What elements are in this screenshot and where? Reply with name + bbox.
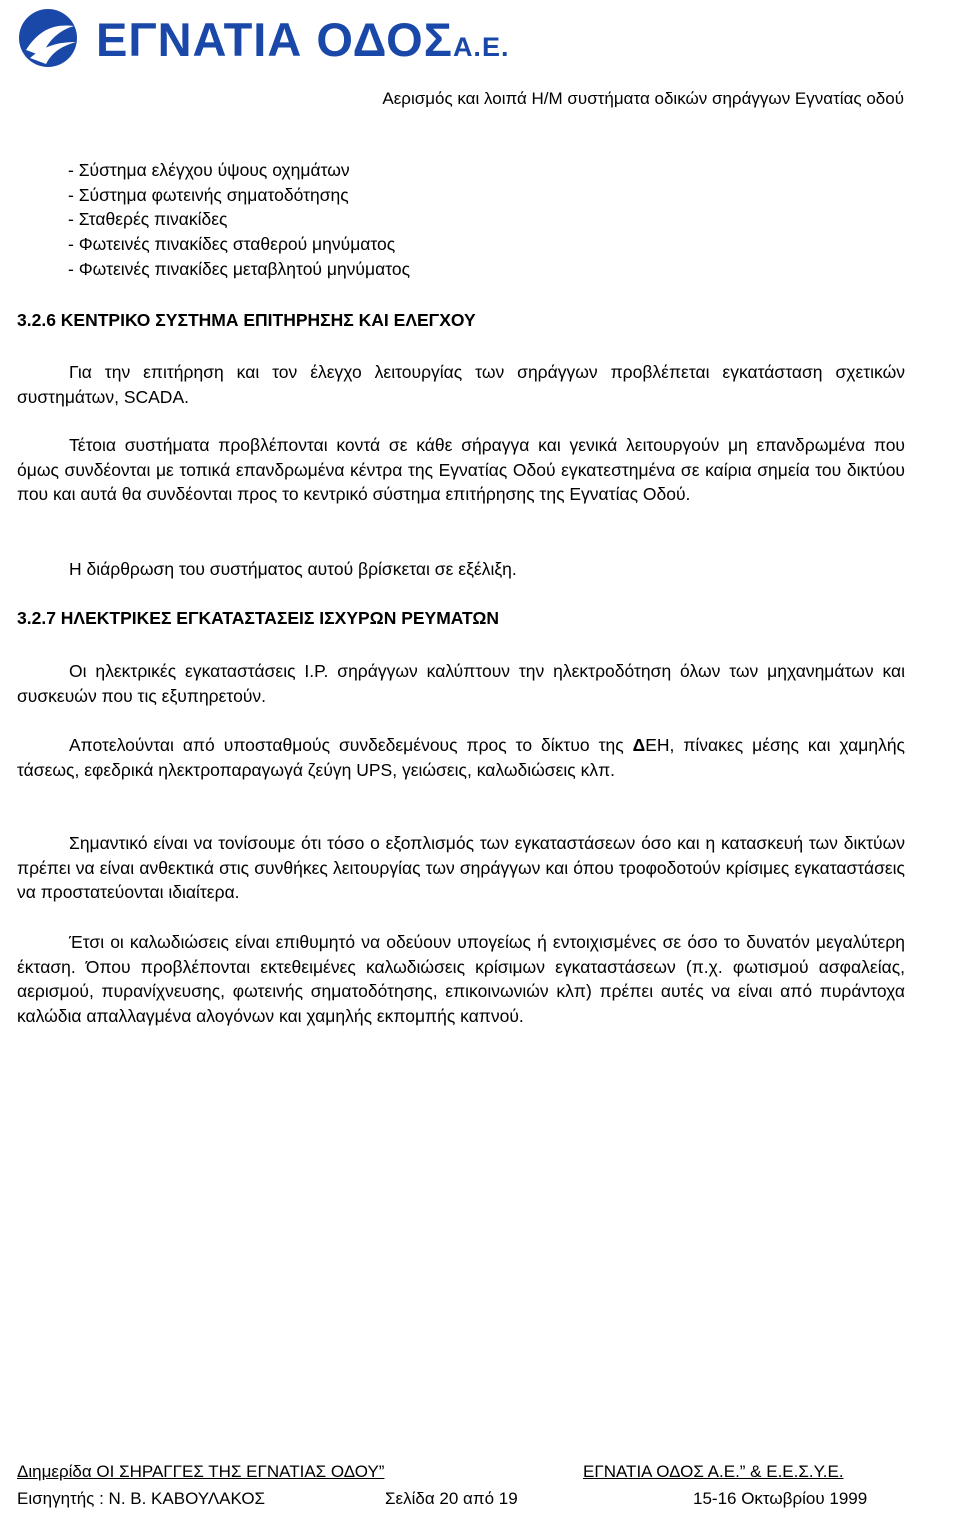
footer-organizers: ΕΓΝΑΤΙΑ ΟΔΟΣ Α.Ε.” & Ε.Ε.Σ.Υ.Ε. (583, 1462, 844, 1481)
company-logo (16, 6, 510, 72)
paragraph-cabling: Έτσι οι καλωδιώσεις είναι επιθυμητό να οδεύουν υπογείως ή εντοιχισμένες σε όσο το δυνατόν μεγαλύτερη έκταση. Όπου προβλέπονται εκτεθειμένες καλωδιώσεις κρίσιμων εγκαταστάσεων (π.χ. φωτισμού ασφαλείας, αερισμού, πυρανίχνευσης, φωτεινής σηματοδότησης, επικοινωνιών κλπ) πρέπει αυτές να είναι από πυράντοχα καλώδια απαλλαγμένα αλογόνων και χαμηλής εκπομπής καπνού. (17, 932, 905, 1027)
list-item: - Σταθερές πινακίδες (68, 209, 228, 230)
paragraph-robustness: Σημαντικό είναι να τονίσουμε ότι τόσο ο εξοπλισμός των εγκαταστάσεων όσο και η κατασκευή των δικτύων πρέπει να είναι ανθεκτικά στις συνθήκες λειτουργίας των σηράγγων και όπου τροφοδοτούν κρίσιμες εγκαταστάσεις να προστατεύονται ιδιαίτερα. (17, 833, 905, 903)
footer-page-number: Σελίδα 20 από 19 (385, 1489, 518, 1508)
list-item: - Φωτεινές πινακίδες σταθερού μηνύματος (68, 234, 396, 255)
paragraph-scada-details: Τέτοια συστήματα προβλέπονται κοντά σε κάθε σήραγγα και γενικά λειτουργούν μη επανδρωμένα που όμως συνδέονται με τοπικά επανδρωμένα κέντρα της Εγνατίας Οδού εγκατεστημένα σε καίρια σημεία του δικτύου που και αυτά θα συνδέονται προς το κεντρικό σύστημα επιτήρησης της Εγνατίας Οδού. (17, 435, 905, 505)
paragraph-scada-status: Η διάρθρωση του συστήματος αυτού βρίσκεται σε εξέλιξη. (69, 559, 517, 579)
paragraph-scada-intro: Για την επιτήρηση και τον έλεγχο λειτουργίας των σηράγγων προβλέπεται εγκατάσταση σχετικών συστημάτων, SCADA. (17, 362, 905, 407)
section-heading-326: 3.2.6 ΚΕΝΤΡΙΚΟ ΣΥΣΤΗΜΑ ΕΠΙΤΗΡΗΣΗΣ ΚΑΙ ΕΛΕΓΧΟΥ (17, 310, 476, 330)
footer-event: Διημερίδα ΟΙ ΣΗΡΑΓΓΕΣ ΤΗΣ ΕΓΝΑΤΙΑΣ ΟΔΟΥ” (17, 1462, 385, 1481)
list-item: - Σύστημα ελέγχου ύψους οχημάτων (68, 160, 350, 180)
document-title: Αερισμός και λοιπά Η/Μ συστήματα οδικών σηράγγων Εγνατίας οδού (382, 89, 904, 108)
logo-wordmark: ΕΓΝΑΤΙΑ ΟΔΟΣΑ.Ε. (96, 13, 510, 66)
paragraph-electrical-components: Αποτελούνται από υποσταθμούς συνδεδεμένους προς το δίκτυο της ΔΕΗ, πίνακες μέσης και χαμηλής τάσεως, εφεδρικά ηλεκτροπαραγωγά ζεύγη UPS, γειώσεις, καλωδιώσεις κλπ. (17, 735, 905, 780)
paragraph-electrical-scope: Οι ηλεκτρικές εγκαταστάσεις Ι.Ρ. σηράγγων καλύπτουν την ηλεκτροδότηση όλων των μηχανημάτων και συσκευών που τις εξυπηρετούν. (17, 661, 905, 706)
equipment-list (68, 158, 410, 282)
list-item: - Φωτεινές πινακίδες μεταβλητού μηνύματος (68, 258, 411, 279)
footer-speaker: Εισηγητής : Ν. Β. ΚΑΒΟΥΛΑΚΟΣ (17, 1489, 266, 1508)
footer-date: 15-16 Οκτωβρίου 1999 (693, 1489, 868, 1508)
logo-emblem-icon (16, 6, 86, 70)
list-item: - Σύστημα φωτεινής σηματοδότησης (68, 184, 349, 205)
section-heading-327: 3.2.7 ΗΛΕΚΤΡΙΚΕΣ ΕΓΚΑΤΑΣΤΑΣΕΙΣ ΙΣΧΥΡΩΝ ΡΕΥΜΑΤΩΝ (17, 608, 500, 628)
